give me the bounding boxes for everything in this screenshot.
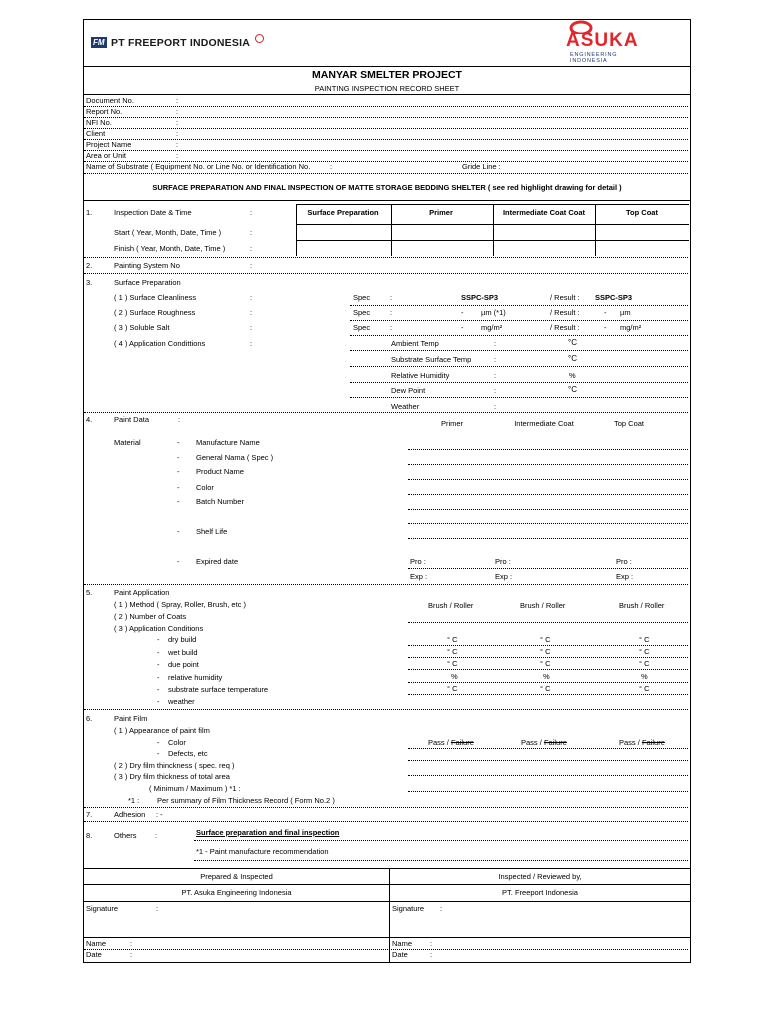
s5-item-due-point: due point [168,660,199,669]
s5-item-substrate-temp: substrate surface temperature [168,685,269,694]
s7-label: Adhesion [114,810,146,819]
s3-dash: - [604,308,607,317]
info-colon: : [176,129,179,138]
s5-unit: ° C [447,647,458,656]
signoff-left-title: Prepared & Inspected [200,872,273,881]
s5-item-wet-build: wet build [168,648,198,657]
cond-unit: °C [568,338,577,347]
s3-num: 3. [86,278,93,287]
s6-dft: ( 2 ) Dry film thinckness ( spec. req ) [114,761,235,770]
s3-line [350,305,688,306]
s8-line1: Surface preparation and final inspection [196,828,340,837]
right-signature-label: Signature [392,904,425,913]
header-divider [83,66,691,67]
s5-unit: % [451,672,458,681]
info-label-area: Area or Unit [86,151,127,160]
s3-unit-um: µm [620,308,631,317]
s4-line [408,479,688,480]
s4-item-color: Color [196,483,214,492]
s8-line2: *1 - Paint manufacture recommendation [196,847,329,856]
signoff-left-company: PT. Asuka Engineering Indonesia [181,888,292,897]
s5-unit: ° C [447,684,458,693]
info-line [84,117,688,118]
s1-col-line [391,204,392,256]
info-line [84,106,688,107]
info-label-client: Client [86,129,106,138]
cond-unit: % [569,371,576,380]
s8-line [194,840,688,841]
section-title: SURFACE PREPARATION AND FINAL INSPECTION OF MATTE STORAGE BEDDING SHELTER ( see red highlight drawing for detail ) [152,183,622,192]
info-label-project-name: Project Name [86,140,132,149]
left-signature-label: Signature [86,904,119,913]
s3-unit-um1: µm (*1) [481,308,506,317]
s5-conditions: ( 3 ) Application Conditions [114,624,204,633]
freeport-logo [91,34,264,52]
frame-bottom [83,962,691,963]
s3-spec-label: Spec [353,308,371,317]
section-line [84,584,688,585]
s5-line [408,657,688,658]
cond-weather: Weather [391,402,420,411]
info-label-report-no: Report No. [86,107,123,116]
s5-unit: ° C [540,684,551,693]
s5-brush: Brush / Roller [428,601,474,610]
left-name-label: Name [86,939,107,948]
s3-result-value: SSPC-SP3 [595,293,633,302]
s8-num: 8. [86,831,93,840]
s1-col-line [296,204,297,256]
s6-line [408,775,688,776]
s3-spec-value: SSPC-SP3 [461,293,499,302]
section-line [84,821,688,822]
cond-substrate-temp: Substrate Surface Temp [391,355,472,364]
s4-pro: Pro : [410,557,426,566]
section-divider [83,200,691,201]
s5-unit: ° C [447,635,458,644]
info-colon: : [330,162,333,171]
s4-line [408,464,688,465]
info-line [84,128,688,129]
s4-item-product-name: Product Name [196,467,244,476]
s5-unit: % [641,672,648,681]
s1-col-line [493,204,494,256]
colon: : [430,950,433,959]
s3-dash: - [604,323,607,332]
cond-dew-point: Dew Point [391,386,426,395]
s6-num: 6. [86,714,93,723]
s5-coats: ( 2 ) Number of Coats [114,612,187,621]
info-label-nfi-no: NFI No. [86,118,112,127]
s5-line [408,645,688,646]
asuka-logo [566,18,688,64]
colon: : [130,939,133,948]
info-colon: : [176,107,179,116]
s6-minmax: ( Minimum / Maximum ) *1 : [149,784,241,793]
s4-col-intermediate: Intermediate Coat [514,419,574,428]
s4-item-expired-date: Expired date [196,557,239,566]
s3-line [350,335,688,336]
colon: : [440,904,443,913]
section-line [84,412,688,413]
cond-unit: °C [568,385,577,394]
info-colon: : [176,96,179,105]
s4-line [408,538,688,539]
section-line [84,257,688,258]
s2-label: Painting System No [114,261,180,270]
gride-line-label: Gride Line : [462,162,501,171]
s4-exp: Exp : [616,572,634,581]
s3-item-cleanliness: ( 1 ) Surface Cleanliness [114,293,197,302]
s3-unit-mgm: mg/m² [620,323,642,332]
signoff-line [83,884,691,885]
s4-item-batch-number: Batch Number [196,497,244,506]
s3-item-soluble-salt: ( 3 ) Soluble Salt [114,323,170,332]
s1-colon: : [250,208,253,217]
asuka-name: ASUKA [566,30,639,51]
info-line [84,139,688,140]
s4-exp: Exp : [410,572,428,581]
s6-line [408,748,688,749]
col-top-coat: Top Coat [626,208,658,217]
s5-line [408,682,688,683]
s4-line [408,523,688,524]
s6-dft-total: ( 3 ) Dry film thickness of total area [114,772,230,781]
s7-num: 7. [86,810,93,819]
s2-num: 2. [86,261,93,270]
s4-line [408,494,688,495]
s6-note: Per summary of Film Thickness Record ( Form No.2 ) [157,796,335,805]
s5-unit: ° C [639,635,650,644]
s4-item-general-name: General Nama ( Spec ) [196,453,274,462]
s5-item-weather: weather [168,697,195,706]
s6-note-label: *1 : [128,796,140,805]
s4-item-manufacture: Manufacture Name [196,438,260,447]
info-line [84,173,688,174]
s8-colon: : [155,831,158,840]
s3-dash: - [461,308,464,317]
s6-color: Color [168,738,186,747]
signoff-line [83,901,691,902]
cond-ambient-temp: Ambient Temp [391,339,439,348]
s5-unit: ° C [540,659,551,668]
s5-brush: Brush / Roller [619,601,665,610]
s2-colon: : [250,261,253,270]
s3-item-roughness: ( 2 ) Surface Roughness [114,308,196,317]
s4-line [408,449,688,450]
s3-result-label: / Result : [550,323,580,332]
s3-line [350,382,688,383]
right-name-label: Name [392,939,413,948]
s4-material-label: Material [114,438,141,447]
s5-num: 5. [86,588,93,597]
s5-unit: ° C [540,647,551,656]
colon: : [156,904,159,913]
s5-unit: ° C [639,659,650,668]
s6-defects: Defects, etc [168,749,208,758]
s5-unit: ° C [639,684,650,693]
s1-label: Inspection Date & Time [114,208,192,217]
s1-colon: : [250,244,253,253]
s1-row-line [296,204,689,205]
s4-exp: Exp : [495,572,513,581]
s5-line [408,694,688,695]
s3-spec-label: Spec [353,323,371,332]
col-intermediate-coat: Intermediate Coat Coat [502,208,586,217]
cond-unit: °C [568,354,577,363]
s1-num: 1. [86,208,93,217]
s3-label: Surface Preparation [114,278,181,287]
s5-line [408,622,688,623]
s4-col-top-coat: Top Coat [613,419,645,428]
s6-label: Paint Film [114,714,148,723]
signoff-right-company: PT. Freeport Indonesia [502,888,578,897]
s5-unit: ° C [447,659,458,668]
section-line [84,807,688,808]
right-date-label: Date [392,950,408,959]
info-colon: : [176,118,179,127]
s3-spec-label: Spec [353,293,371,302]
s1-colon: : [250,228,253,237]
s3-dash: - [461,323,464,332]
section-line [84,273,688,274]
cond-relative-humidity: Relative Humidity [391,371,450,380]
s3-result-label: / Result : [550,293,580,302]
s4-pro: Pro : [495,557,511,566]
info-line [84,150,688,151]
s5-line [408,669,688,670]
s4-num: 4. [86,415,93,424]
s5-unit: % [543,672,550,681]
s4-item-shelf-life: Shelf Life [196,527,228,536]
s1-start-label: Start ( Year, Month, Date, Time ) [114,228,222,237]
freeport-swirl-icon [255,34,264,43]
left-date-label: Date [86,950,102,959]
s5-brush: Brush / Roller [520,601,566,610]
signoff-right-title: Inspected / Reviewed by, [498,872,582,881]
s1-col-line [595,204,596,256]
asuka-sub2: INDONESIA [570,58,608,64]
s4-pro: Pro : [616,557,632,566]
s3-line [350,350,688,351]
s6-pass-fail: Pass / Failure [521,738,567,747]
signoff-line [83,937,691,938]
s8-line [194,860,688,861]
s5-unit: ° C [639,647,650,656]
s3-item-application-conditions: ( 4 ) Application Condittions [114,339,206,348]
s5-item-dry-build: dry build [168,635,197,644]
info-colon: : [176,140,179,149]
s5-method: ( 1 ) Method ( Spray, Roller, Brush, etc ) [114,600,246,609]
info-label-substrate: Name of Substrate ( Equipment No. or Line No. or Identification No. [86,162,311,171]
s3-line [350,397,688,398]
s6-pass-fail: Pass / Failure [428,738,474,747]
s3-unit-mgm: mg/m² [481,323,503,332]
s7-value: : - [156,810,163,819]
s3-result-label: / Result : [550,308,580,317]
section-line [84,709,688,710]
freeport-name: PT FREEPORT INDONESIA [111,36,250,49]
s6-appearance: ( 1 ) Appearance of paint film [114,726,210,735]
s3-line [350,366,688,367]
col-primer: Primer [429,208,453,217]
s5-unit: ° C [540,635,551,644]
freeport-mark: FM [93,38,105,48]
s5-label: Paint Application [114,588,170,597]
page-subtitle: PAINTING INSPECTION RECORD SHEET [314,84,460,93]
asuka-sub1: ENGINEERING [570,52,618,58]
s5-item-relative-humidity: relative humidity [168,673,223,682]
page-title: MANYAR SMELTER PROJECT [312,69,462,81]
s4-label: Paint Data [114,415,150,424]
col-surface-preparation: Surface Preparation [307,208,379,217]
s8-label: Others [114,831,137,840]
s6-line [408,791,688,792]
signoff-top-line [83,868,691,869]
info-colon: : [176,151,179,160]
s4-col-primer: Primer [440,419,464,428]
s4-line [408,509,688,510]
info-label-document-no: Document No. [86,96,134,105]
s4-line [408,568,688,569]
s6-pass-fail: Pass / Failure [619,738,665,747]
frame-right [690,19,691,963]
s6-line [408,760,688,761]
title-divider [83,94,691,95]
s3-line [350,320,688,321]
signoff-line [84,949,688,950]
colon: : [130,950,133,959]
colon: : [430,939,433,948]
s1-finish-label: Finish ( Year, Month, Date, Time ) [114,244,226,253]
